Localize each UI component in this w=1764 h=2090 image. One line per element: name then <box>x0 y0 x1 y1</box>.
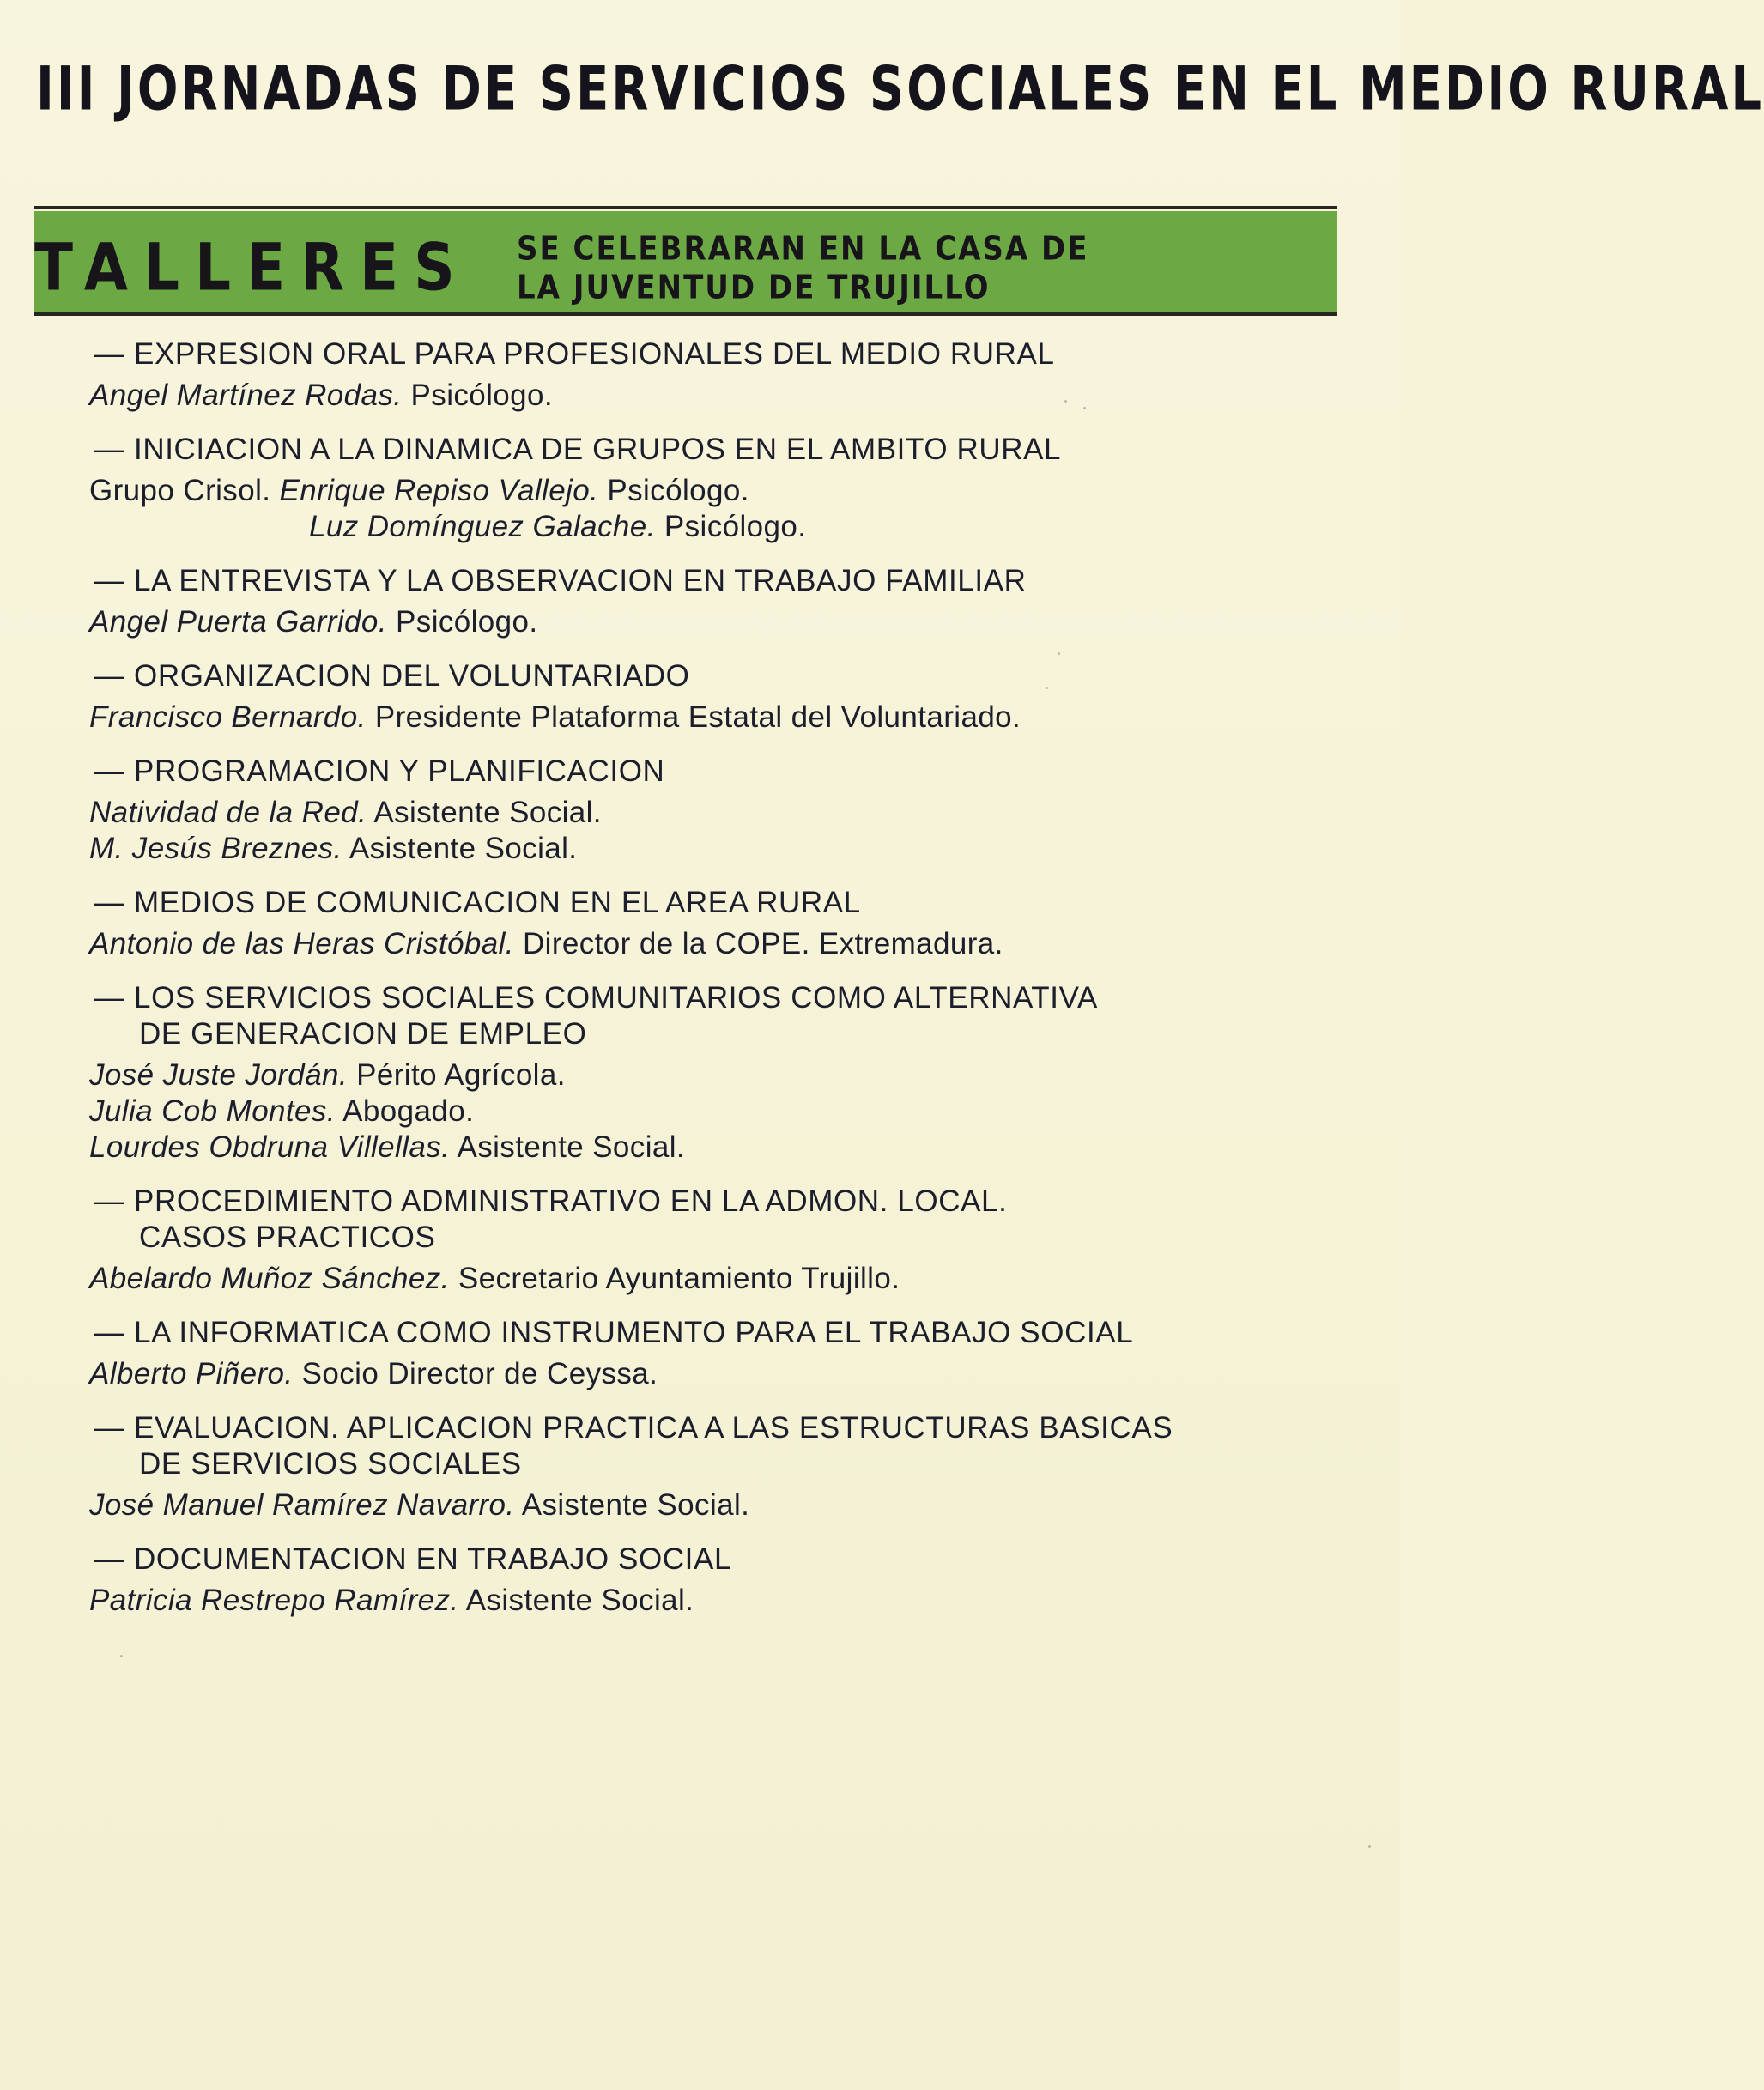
speaker-name: José Juste Jordán. <box>89 1058 348 1092</box>
em-dash-bullet: — <box>94 564 125 597</box>
workshop-title <box>94 1410 1308 1482</box>
speaker-line <box>89 1487 1308 1524</box>
workshop-title <box>94 1315 1308 1351</box>
print-speckle <box>1064 400 1067 403</box>
em-dash-bullet: — <box>94 1316 125 1349</box>
workshop-title-line: LOS SERVICIOS SOCIALES COMUNITARIOS COMO ALTERNATIVA <box>134 981 1098 1015</box>
speaker-role: Psicólogo. <box>402 379 554 412</box>
workshop-title-line: EVALUACION. APLICACION PRACTICA A LAS ESTRUCTURAS BASICAS <box>134 1411 1173 1445</box>
banner-subtitle <box>517 230 1089 307</box>
speaker-name: Patricia Restrepo Ramírez. <box>89 1584 459 1617</box>
em-dash-bullet: — <box>94 337 125 371</box>
speaker-role: Asistente Social. <box>458 1584 694 1617</box>
banner-subtitle-line-2: LA JUVENTUD DE TRUJILLO <box>517 268 991 307</box>
speaker-name: M. Jesús Breznes. <box>89 832 342 865</box>
banner-top-rule <box>34 206 1337 209</box>
workshop-title <box>94 658 1308 694</box>
speaker-name: Abelardo Muñoz Sánchez. <box>89 1262 450 1295</box>
speaker-role: Asistente Social. <box>450 1130 686 1164</box>
workshop-title-line: LA ENTREVISTA Y LA OBSERVACION EN TRABAJO FAMILIAR <box>134 564 1027 597</box>
speaker-line <box>89 795 1308 831</box>
banner-title: TALLERES <box>34 229 470 306</box>
workshop-item <box>89 1542 1308 1619</box>
speaker-name: Lourdes Obdruna Villellas. <box>89 1130 451 1164</box>
workshop-item <box>89 432 1308 545</box>
speaker-role: Psicólogo. <box>386 605 538 639</box>
speaker-line <box>89 473 1308 509</box>
speaker-name: Antonio de las Heras Cristóbal. <box>89 927 514 960</box>
workshop-list <box>89 336 1308 1637</box>
em-dash-bullet: — <box>94 659 125 693</box>
speaker-role: Psicólogo. <box>655 510 807 543</box>
speaker-line <box>89 1261 1308 1297</box>
speaker-line <box>89 1583 1308 1619</box>
speaker-role: Asistente Social. <box>367 796 602 829</box>
em-dash-bullet: — <box>94 433 125 466</box>
print-speckle <box>120 1655 123 1657</box>
workshop-item <box>89 1315 1308 1392</box>
speaker-name: José Manuel Ramírez Navarro. <box>89 1488 515 1522</box>
speaker-name: Francisco Bernardo. <box>89 700 367 734</box>
em-dash-bullet: — <box>94 1184 125 1218</box>
workshop-title-line: PROCEDIMIENTO ADMINISTRATIVO EN LA ADMON. LOCAL. <box>134 1184 1008 1218</box>
speaker-line <box>89 1356 1308 1392</box>
banner-bottom-rule <box>34 312 1337 316</box>
speaker-role: Périto Agrícola. <box>347 1058 566 1092</box>
speaker-name: Julia Cob Montes. <box>89 1094 336 1128</box>
workshop-title-line: PROGRAMACION Y PLANIFICACION <box>134 754 665 788</box>
workshop-title-line: INICIACION A LA DINAMICA DE GRUPOS EN EL AMBITO RURAL <box>134 433 1062 466</box>
speaker-line <box>89 700 1308 736</box>
workshop-item <box>89 336 1308 414</box>
workshop-item <box>89 1184 1308 1297</box>
speaker-name: Alberto Piñero. <box>89 1357 294 1390</box>
speaker-role: Socio Director de Ceyssa. <box>293 1357 658 1390</box>
speaker-role: Secretario Ayuntamiento Trujillo. <box>449 1262 900 1295</box>
workshop-title-line: EXPRESION ORAL PARA PROFESIONALES DEL MEDIO RURAL <box>134 337 1055 371</box>
speaker-role: Psicólogo. <box>598 474 749 507</box>
speaker-line <box>89 509 1308 545</box>
em-dash-bullet: — <box>94 981 125 1015</box>
workshop-title <box>94 432 1308 468</box>
workshop-item <box>89 885 1308 962</box>
em-dash-bullet: — <box>94 886 125 919</box>
speaker-role: Abogado. <box>335 1094 475 1128</box>
speaker-name: Natividad de la Red. <box>89 796 367 829</box>
speaker-line <box>89 926 1308 962</box>
workshop-title <box>94 885 1308 921</box>
workshop-title <box>94 1542 1308 1578</box>
print-speckle <box>1046 687 1048 689</box>
banner-subtitle-line-1: SE CELEBRARAN EN LA CASA DE <box>517 230 1089 269</box>
workshop-title <box>94 563 1308 599</box>
workshop-title-line: CASOS PRACTICOS <box>139 1221 436 1254</box>
speaker-role: Asistente Social. <box>514 1488 750 1522</box>
workshop-title <box>94 1184 1308 1256</box>
em-dash-bullet: — <box>94 754 125 788</box>
speaker-role: Director de la COPE. Extremadura. <box>513 927 1003 960</box>
speaker-name: Angel Martínez Rodas. <box>89 379 403 412</box>
workshop-item <box>89 658 1308 736</box>
workshop-item <box>89 754 1308 867</box>
workshop-title-line: DOCUMENTACION EN TRABAJO SOCIAL <box>134 1542 732 1576</box>
speaker-role: Presidente Plataforma Estatal del Voluntariado. <box>366 700 1021 734</box>
speaker-name: Luz Domínguez Galache. <box>309 510 656 543</box>
workshop-title-line: ORGANIZACION DEL VOLUNTARIADO <box>134 659 690 693</box>
workshop-title <box>94 754 1308 790</box>
speaker-line <box>89 604 1308 640</box>
speaker-group: Grupo Crisol. <box>89 474 280 507</box>
speaker-name: Enrique Repiso Vallejo. <box>279 474 599 507</box>
em-dash-bullet: — <box>94 1411 125 1445</box>
workshop-item <box>89 980 1308 1166</box>
speaker-name: Angel Puerta Garrido. <box>89 605 387 639</box>
speaker-line <box>89 831 1308 867</box>
talleres-banner <box>34 211 1337 312</box>
print-speckle <box>1083 407 1086 409</box>
speaker-role: Asistente Social. <box>342 832 578 865</box>
workshop-item <box>89 563 1308 640</box>
page-title: III JORNADAS DE SERVICIOS SOCIALES EN EL MEDIO RURAL <box>36 54 1764 124</box>
workshop-title-line: MEDIOS DE COMUNICACION EN EL AREA RURAL <box>134 886 861 919</box>
print-speckle <box>1368 1845 1371 1848</box>
workshop-title <box>94 980 1308 1052</box>
speaker-line <box>89 1093 1308 1130</box>
workshop-title-line: DE SERVICIOS SOCIALES <box>139 1447 522 1481</box>
speaker-line <box>89 378 1308 414</box>
em-dash-bullet: — <box>94 1542 125 1576</box>
speaker-line <box>89 1057 1308 1093</box>
workshop-item <box>89 1410 1308 1524</box>
speaker-line <box>89 1130 1308 1166</box>
print-speckle <box>1058 652 1060 655</box>
workshop-title-line: LA INFORMATICA COMO INSTRUMENTO PARA EL TRABAJO SOCIAL <box>134 1316 1134 1349</box>
workshop-title-line: DE GENERACION DE EMPLEO <box>139 1017 587 1051</box>
workshop-title <box>94 336 1308 373</box>
